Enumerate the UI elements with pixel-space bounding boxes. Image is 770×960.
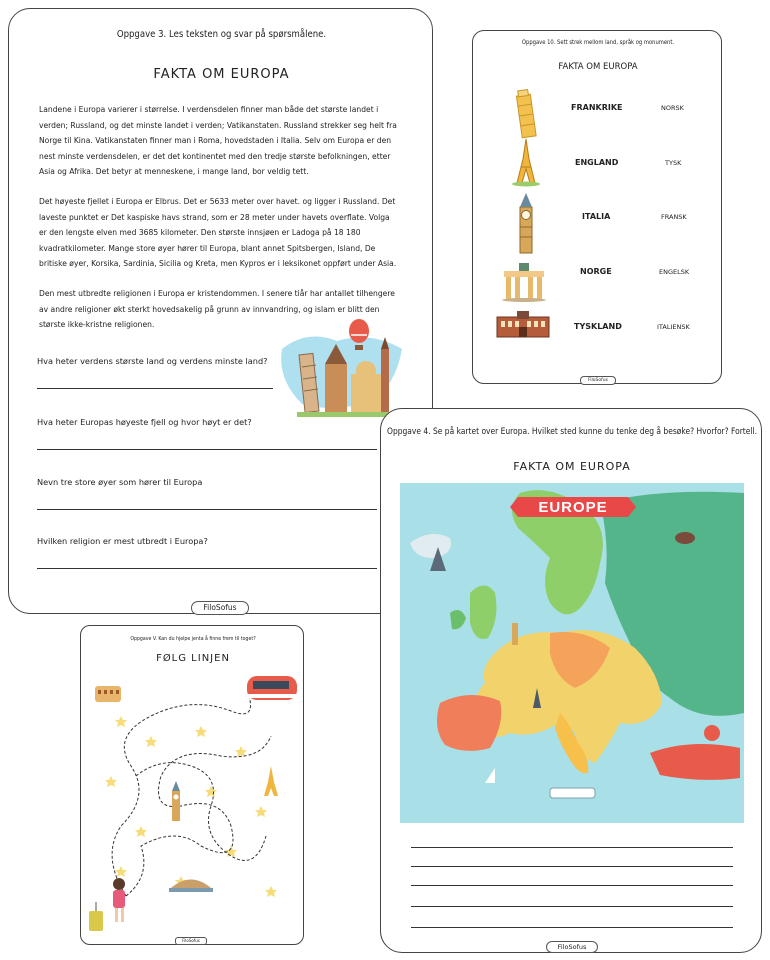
question-2: Hva heter Europas høyeste fjell og hvor høyt er det? <box>37 417 252 427</box>
europe-landmarks-illustration <box>277 319 407 419</box>
bridge-icon <box>169 880 213 893</box>
answer-line-3[interactable] <box>37 509 377 510</box>
country-label: TYSKLAND <box>574 322 622 331</box>
worksheet-reading <box>8 8 433 614</box>
maze-illustration <box>81 626 305 946</box>
brand-footer: FiloSofus <box>546 941 598 953</box>
question-4: Hvilken religion er mest utbredt i Europa? <box>37 536 208 546</box>
sheet-title: FAKTA OM EUROPA <box>153 67 290 82</box>
worksheet-matching <box>472 30 722 384</box>
leaning-tower-icon <box>511 89 541 139</box>
eiffel-tower-icon <box>264 766 278 796</box>
parliament-building-icon <box>495 311 551 339</box>
task-heading: Oppgave 10. Sett strek mellom land, språk og monument. <box>521 40 675 46</box>
task-heading: Oppgave V. Kan du hjelpe jenta å finne frem til toget? <box>130 636 256 642</box>
eiffel-tower-icon <box>511 139 541 185</box>
paragraph-geography: Det høyeste fjellet i Europa er Elbrus. Det er 5633 meter over havet. og ligger i Russland. Det laveste punktet er Det kaspiske havs strand, som er 28 meter under havets overflate. Volga er den lengste elven med 3685 kilometer. Den største innsjøen er Ladoga på 18 180 kvadratkilometer. Mange store øyer hører til Europa, blant annet Spitsbergen, Island, De britiske øyer, Korsika, Sardinia, Sicilia og Kreta, men Kypros er i leksikonet oppført under Asia. <box>39 197 397 268</box>
colosseum-icon <box>95 686 121 702</box>
language-label: FRANSK <box>661 213 687 221</box>
writing-line-3[interactable] <box>411 885 733 886</box>
writing-line-1[interactable] <box>411 847 733 848</box>
brand-footer: FiloSofus <box>580 376 616 385</box>
language-label: NORSK <box>661 104 684 112</box>
answer-line-4[interactable] <box>37 568 377 569</box>
writing-line-2[interactable] <box>411 866 733 867</box>
europe-map-illustration <box>400 483 744 823</box>
task-heading: Oppgave 4. Se på kartet over Europa. Hvilket sted kunne du tenke deg å besøke? Hvorfor? Fortell. <box>387 426 757 436</box>
writing-line-5[interactable] <box>411 927 733 928</box>
language-label: TYSK <box>665 159 682 167</box>
answer-line-2[interactable] <box>37 449 377 450</box>
country-label: FRANKRIKE <box>571 103 623 112</box>
worksheet-maze <box>80 625 304 945</box>
paragraph-religion: Den mest utbredte religionen i Europa er kristendommen. I senere tiår har antallet tilhengere av andre religioner økt sterkt hovedsakelig på grunn av innvandring, og islam er blitt den største ikke-kristne religionen. <box>39 289 395 329</box>
brand-footer: FiloSofus <box>175 937 207 945</box>
question-1: Hva heter verdens største land og verdens minste land? <box>37 356 268 366</box>
writing-line-4[interactable] <box>411 906 733 907</box>
country-label: NORGE <box>580 267 612 276</box>
big-ben-icon <box>514 193 538 253</box>
sheet-title: FØLG LINJEN <box>156 653 230 664</box>
answer-line-1[interactable] <box>37 388 273 389</box>
question-3: Nevn tre store øyer som hører til Europa <box>37 477 203 487</box>
brand-footer: FiloSofus <box>191 601 249 615</box>
language-label: ITALIENSK <box>657 323 690 331</box>
task-heading: Oppgave 3. Les teksten og svar på spørsmålene. <box>116 29 327 40</box>
big-ben-icon <box>172 781 180 821</box>
paragraph-size: Landene i Europa varierer i størrelse. I verdensdelen finner man både det største landet i verden; Russland, og det minste landet i verden; Vatikanstaten. Russland strekker seg helt fra Norge til Kina. Vatikanstaten finner man i Roma, hovedstaden i Italia. Selv om Europa er den nest minste verdensdelen, er det det kontinentet med den tredje største befolkningen, etter Asia og Afrika. Det betyr at menneskene, i mange land, bor veldig tett. <box>39 105 397 176</box>
sheet-title: FAKTA OM EUROPA <box>513 460 631 473</box>
language-label: ENGELSK <box>659 268 690 276</box>
sheet-title: FAKTA OM EUROPA <box>558 62 638 72</box>
brandenburg-gate-icon <box>501 259 547 301</box>
worksheet-map <box>380 408 762 953</box>
girl-with-suitcase-icon <box>89 878 125 931</box>
map-banner-text: EUROPE <box>538 499 608 516</box>
country-label: ENGLAND <box>575 158 619 167</box>
train-icon <box>247 676 297 700</box>
country-label: ITALIA <box>582 212 611 221</box>
